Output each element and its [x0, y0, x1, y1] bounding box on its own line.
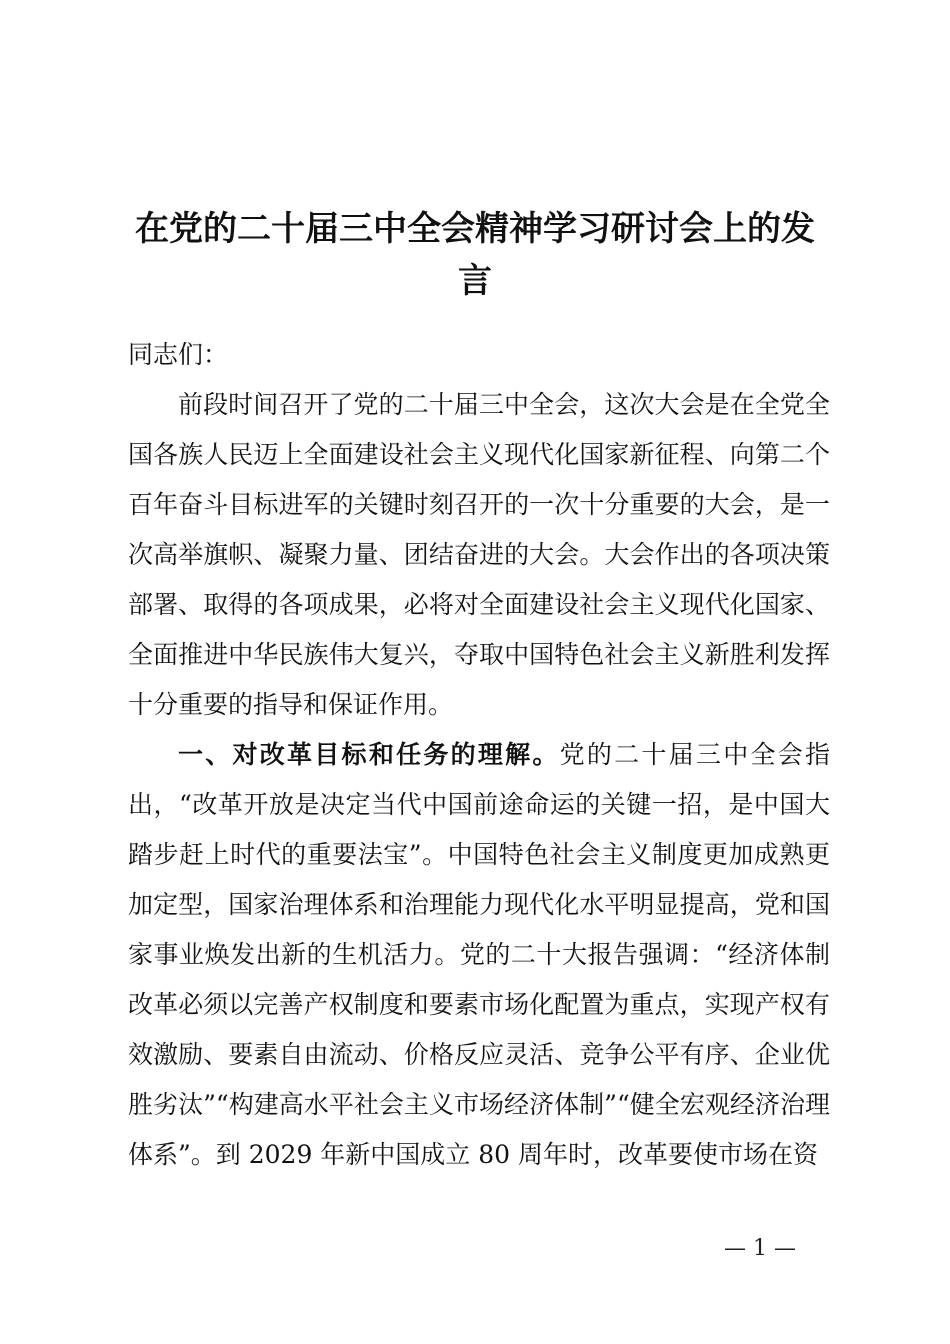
page-number: — 1 — — [724, 1236, 796, 1261]
section-1-text: 党的二十届三中全会指出，“改革开放是决定当代中国前途命运的关键一招，是中国大踏步赶上时代的重要法宝”。中国特色社会主义制度更加成熟更加定型，国家治理体系和治理能力现代化水平明显提高，党和国家事业焕发出新的生机活力。党的二十大报告强调：“经济体制改革必须以完善产权制度和要素市场化配置为重点，实现产权有效激励、要素自由流动、价格反应灵活、竞争公平有序、企业优胜劣汰”“构建高水平社会主义市场经济体制”“健全宏观经济治理体系”。到 2029 年新中国成立 80 周年时，改革要使市场在资 — [128, 740, 830, 1169]
document-title: 在党的二十届三中全会精神学习研讨会上的发言 — [135, 208, 815, 301]
paragraph-section-1 — [128, 730, 830, 1180]
paragraph-intro: 前段时间召开了党的二十届三中全会，这次大会是在全党全国各族人民迈上全面建设社会主义现代化国家新征程、向第二个百年奋斗目标进军的关键时刻召开的一次十分重要的大会，是一次高举旗帜、凝聚力量、团结奋进的大会。大会作出的各项决策部署、取得的各项成果，必将对全面建设社会主义现代化国家、全面推进中华民族伟大复兴，夺取中国特色社会主义新胜利发挥十分重要的指导和保证作用。 — [128, 390, 830, 719]
salutation: 同志们： — [128, 340, 229, 369]
document-body — [128, 330, 830, 1180]
section-1-heading: 一、对改革目标和任务的理解。 — [178, 740, 560, 769]
